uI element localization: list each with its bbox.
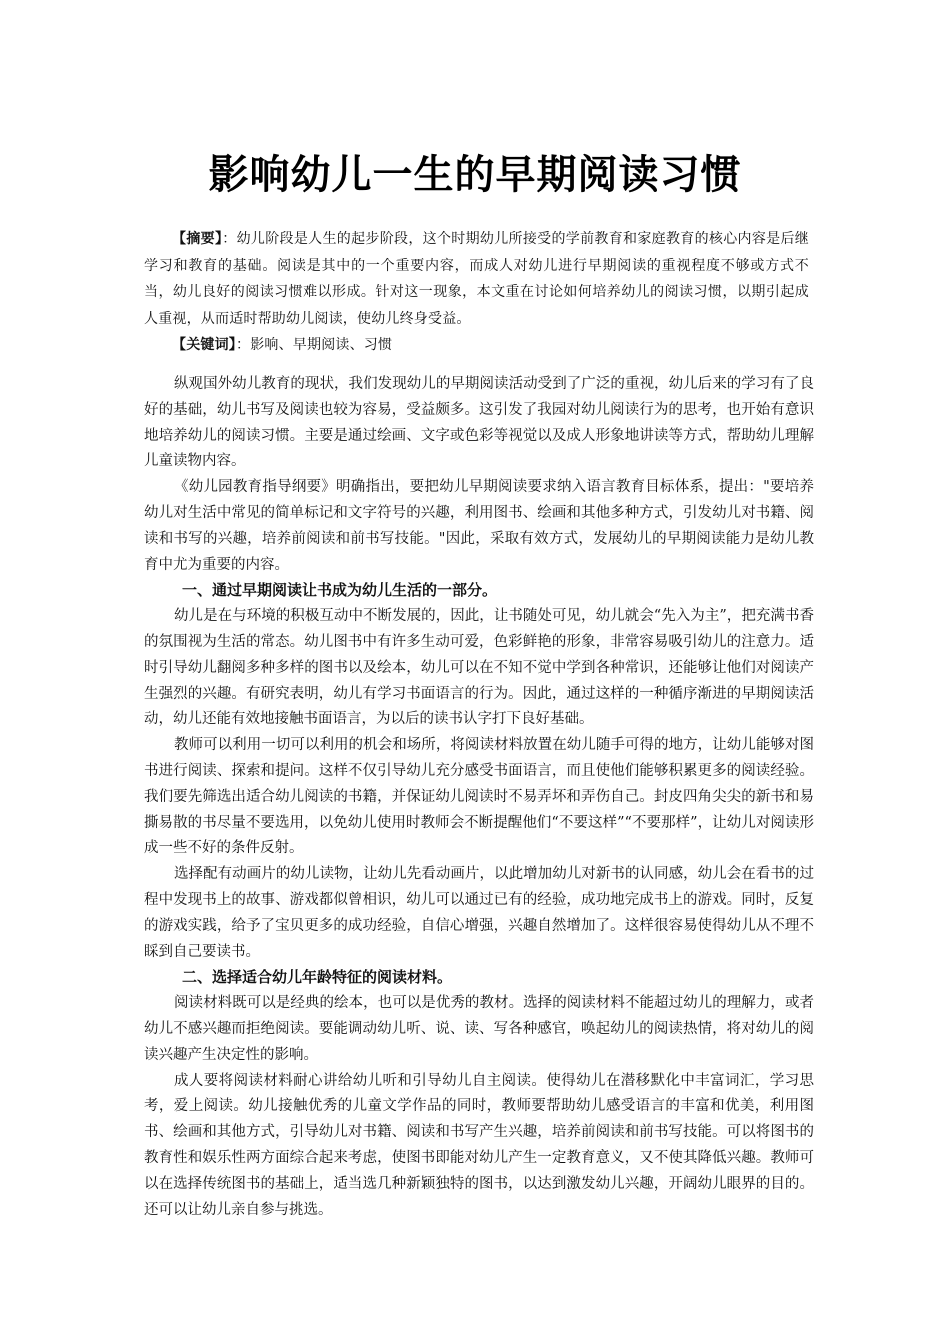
abstract-block (144, 226, 809, 359)
section-1-paragraph-3: 选择配有动画片的幼儿读物，让幼儿先看动画片，以此增加幼儿对新书的认同感，幼儿会在看书的过程中发现书上的故事、游戏都似曾相识，幼儿可以通过已有的经验，成功地完成书上的游戏。同时，反复的游戏实践，给予了宝贝更多的成功经验，自信心增强，兴趣自然增加了。这样很容易使得幼儿从不理不睬到自己要读书。 (144, 866, 814, 960)
section-1-paragraph-1: 幼儿是在与环境的积极互动中不断发展的，因此，让书随处可见，幼儿就会“先入为主”，把充满书香的氛围视为生活的常态。幼儿图书中有许多生动可爱，色彩鲜艳的形象，非常容易吸引幼儿的注意力。适时引导幼儿翻阅多种多样的图书以及绘本，幼儿可以在不知不觉中学到各种常识，还能够让他们对阅读产生强烈的兴趣。有研究表明，幼儿有学习书面语言的行为。因此，通过这样的一种循序渐进的早期阅读活动，幼儿还能有效地接触书面语言，为以后的读书认字打下良好基础。 (144, 608, 814, 728)
keywords-paragraph (144, 332, 809, 359)
keywords-text: ：影响、早期阅读、习惯 (236, 337, 393, 353)
intro-paragraph-2: 《幼儿园教育指导纲要》明确指出，要把幼儿早期阅读要求纳入语言教育目标体系，提出："要培养幼儿对生活中常见的简单标记和文字符号的兴趣，利用图书、绘画和其他多种方式，引发幼儿对书籍、阅读和书写的兴趣，培养前阅读和前书写技能。"因此，采取有效方式，发展幼儿的早期阅读能力是幼儿教育中尤为重要的内容。 (144, 479, 814, 573)
document-title: 影响幼儿一生的早期阅读习惯 (208, 151, 742, 198)
abstract-text: ：幼儿阶段是人生的起步阶段，这个时期幼儿所接受的学前教育和家庭教育的核心内容是后继学习和教育的基础。阅读是其中的一个重要内容，而成人对幼儿进行早期阅读的重视程度不够或方式不当，幼儿良好的阅读习惯难以形成。针对这一现象，本文重在讨论如何培养幼儿的阅读习惯，以期引起成人重视，从而适时帮助幼儿阅读，使幼儿终身受益。 (144, 231, 809, 327)
section-2-paragraph-2: 成人要将阅读材料耐心讲给幼儿听和引导幼儿自主阅读。使得幼儿在潜移默化中丰富词汇，学习思考，爱上阅读。幼儿接触优秀的儿童文学作品的同时，教师要帮助幼儿感受语言的丰富和优美，利用图书、绘画和其他方式，引导幼儿对书籍、阅读和书写产生兴趣，培养前阅读和前书写技能。可以将图书的教育性和娱乐性两方面综合起来考虑，使图书即能对幼儿产生一定教育意义，又不使其降低兴趣。教师可以在选择传统图书的基础上，适当选几种新颖独特的图书，以达到激发幼儿兴趣，开阔幼儿眼界的目的。还可以让幼儿亲自参与挑选。 (144, 1072, 814, 1218)
abstract-label: 【摘要】 (172, 231, 223, 247)
section-2-heading: 二、选择适合幼儿年龄特征的阅读材料。 (182, 968, 453, 987)
section-1-paragraph-2: 教师可以利用一切可以利用的机会和场所，将阅读材料放置在幼儿随手可得的地方，让幼儿能够对图书进行阅读、探索和提问。这样不仅引导幼儿充分感受书面语言，而且使他们能够积累更多的阅读经验。我们要先筛选出适合幼儿阅读的书籍，并保证幼儿阅读时不易弄坏和弄伤自己。封皮四角尖尖的新书和易撕易散的书尽量不要选用，以免幼儿使用时教师会不断提醒他们“不要这样”“不要那样”，让幼儿对阅读形成一些不好的条件反射。 (144, 737, 814, 857)
abstract-paragraph (144, 226, 809, 332)
section-1-heading: 一、通过早期阅读让书成为幼儿生活的一部分。 (182, 581, 498, 600)
section-2-paragraph-1: 阅读材料既可以是经典的绘本，也可以是优秀的教材。选择的阅读材料不能超过幼儿的理解力，或者幼儿不感兴趣而拒绝阅读。要能调动幼儿听、说、读、写各种感官，唤起幼儿的阅读热情，将对幼儿的阅读兴趣产生决定性的影响。 (144, 995, 814, 1063)
document-body (144, 372, 814, 1223)
intro-paragraph-1: 纵观国外幼儿教育的现状，我们发现幼儿的早期阅读活动受到了广泛的重视，幼儿后来的学习有了良好的基础，幼儿书写及阅读也较为容易，受益颇多。这引发了我园对幼儿阅读行为的思考，也开始有意识地培养幼儿的阅读习惯。主要是通过绘画、文字或色彩等视觉以及成人形象地讲读等方式，帮助幼儿理解儿童读物内容。 (144, 376, 814, 470)
keywords-label: 【关键词】 (172, 337, 236, 353)
